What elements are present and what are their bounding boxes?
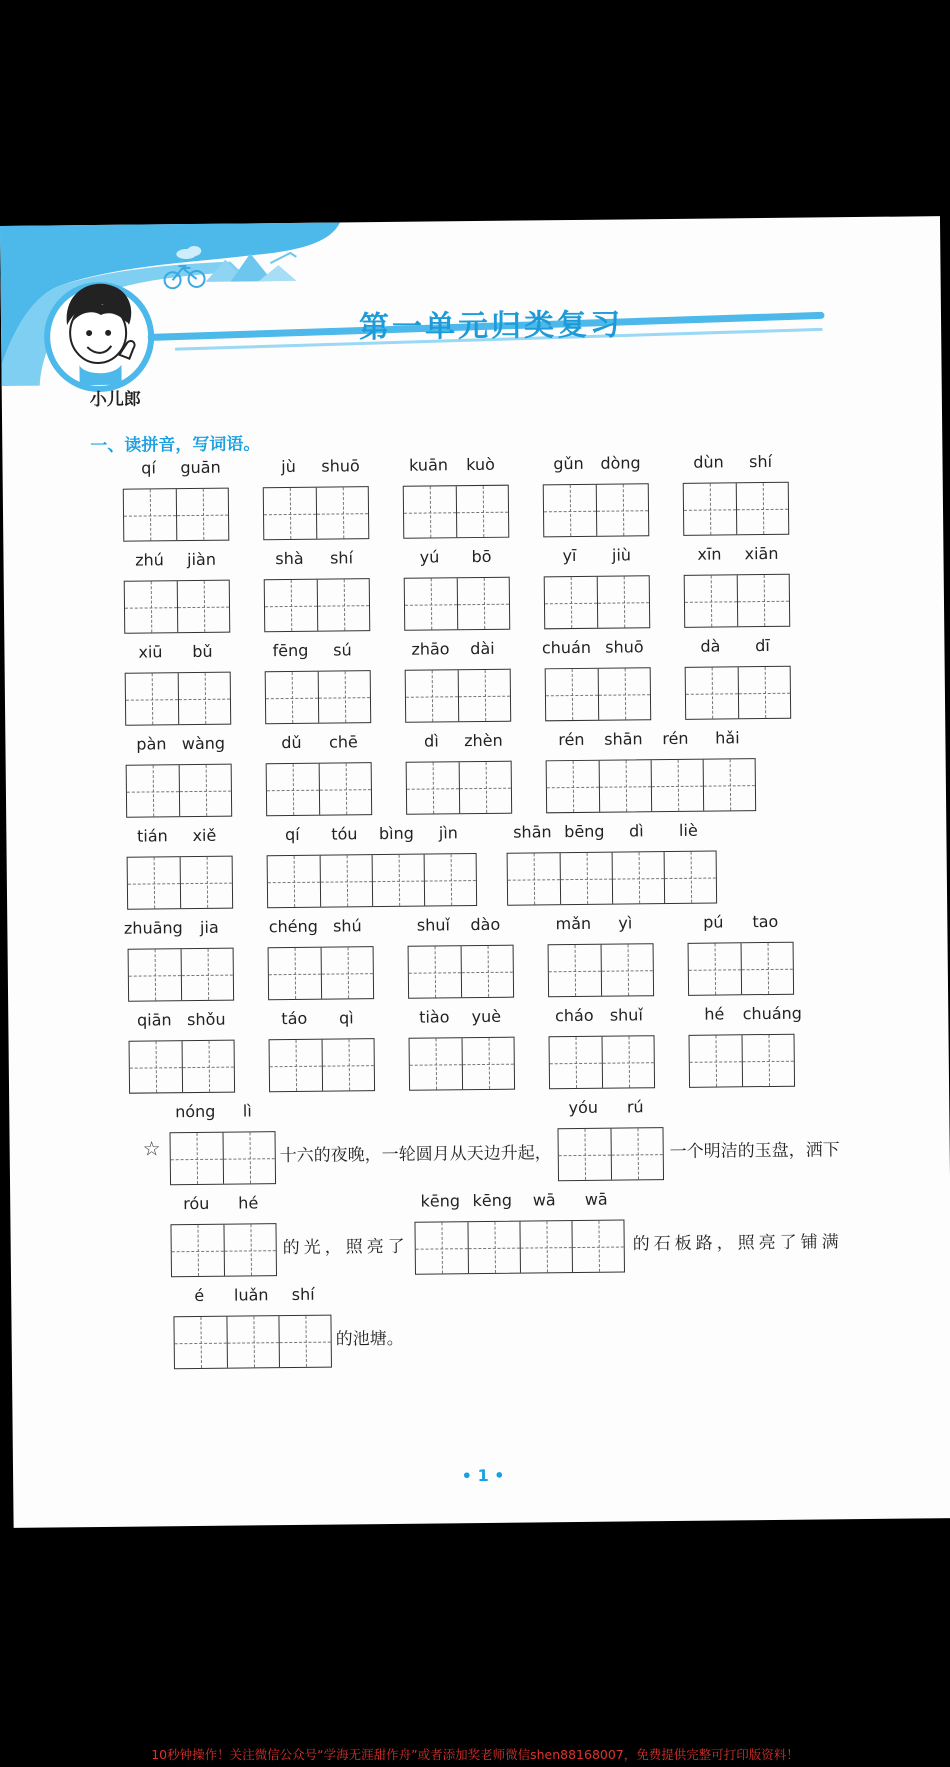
tianzige-cells[interactable] [405,669,512,723]
tianzige-cells[interactable] [683,482,790,536]
tianzige-cells[interactable] [265,670,372,724]
tianzige-cells[interactable] [544,575,651,629]
footer-notice: 10秒钟操作！关注微信公众号“学海无涯甜作舟”或者添加奖老师微信shen88168007，免费提供完整可打印版资料！ [151,1747,799,1762]
tianzige-cells[interactable] [545,667,652,721]
tianzige-cells[interactable] [264,578,371,632]
word-row-1 [122,451,843,549]
tianzige-cells[interactable] [546,758,757,813]
tianzige-cells[interactable] [123,488,230,542]
star-icon: ☆ [142,1136,161,1161]
tianzige-cells[interactable] [406,761,513,815]
tianzige-cells[interactable] [684,574,791,628]
tianzige-cells[interactable] [129,1040,236,1094]
tianzige-cells[interactable] [127,856,234,910]
tianzige-cells[interactable] [404,577,511,631]
word-row-3 [124,635,845,733]
passage-text: 一个明洁的玉盘，洒下 [669,1140,840,1163]
tianzige-cells[interactable] [414,1220,625,1275]
passage-text: 的光，照亮了 [282,1236,409,1259]
section-title: 一、读拼音，写词语。 [90,434,261,457]
word-row-2 [123,543,844,641]
tianzige-cells[interactable] [688,942,795,996]
tianzige-cells[interactable] [126,764,233,818]
tianzige-cells[interactable] [173,1315,332,1370]
tianzige-cells[interactable] [268,946,375,1000]
tianzige-cells[interactable] [549,1035,656,1089]
tianzige-cells[interactable] [170,1223,277,1277]
tianzige-cells[interactable] [263,486,370,540]
passage-text: 的池塘。 [335,1328,404,1350]
tianzige-cells[interactable] [403,485,510,539]
word-row-6 [123,911,848,1009]
worksheet-page [0,216,950,1528]
tianzige-cells[interactable] [269,1038,376,1092]
passage-text: 的石板路，照亮了铺满 [632,1232,843,1255]
word-row-7 [128,1003,849,1101]
tianzige-cells[interactable] [543,483,650,537]
tianzige-cells[interactable] [689,1034,796,1088]
tianzige-cells[interactable] [169,1131,276,1185]
tianzige-cells[interactable] [267,853,478,908]
page-number: • 1 • [461,1465,505,1486]
tianzige-cells[interactable] [124,580,231,634]
word-row-4 [125,727,846,825]
unit-title: 第一单元归类复习 [358,307,624,346]
tianzige-cells[interactable] [128,948,235,1002]
tianzige-cells[interactable] [548,943,655,997]
word-row-5 [126,819,847,917]
tianzige-cells[interactable] [266,762,373,816]
tianzige-cells[interactable] [557,1127,664,1181]
tianzige-cells[interactable] [507,851,718,906]
tianzige-cells[interactable] [408,945,515,999]
tianzige-cells[interactable] [125,672,232,726]
mascot-name: 小儿郎 [89,389,141,411]
tianzige-cells[interactable] [685,666,792,720]
passage-text: 十六的夜晚，一轮圆月从天边升起， [279,1143,552,1167]
tianzige-cells[interactable] [409,1037,516,1091]
